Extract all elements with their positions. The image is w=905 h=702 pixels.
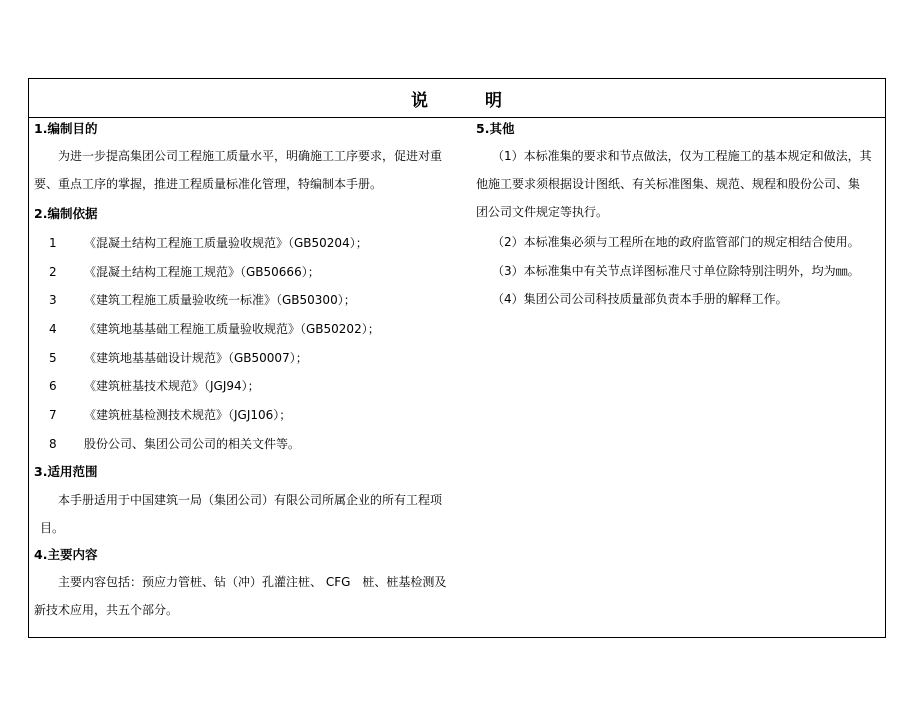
basis-item-number: 7: [49, 408, 57, 422]
section-5-p1-line-1: （1）本标准集的要求和节点做法，仅为工程施工的基本规定和做法，其: [492, 149, 872, 163]
basis-item-number: 5: [49, 351, 57, 365]
basis-item-number: 2: [49, 265, 57, 279]
section-4-line-2: 新技术应用，共五个部分。: [34, 603, 179, 617]
basis-item-text: 《建筑桩基检测技术规范》（JGJ106）；: [84, 408, 292, 422]
basis-item-text: 股份公司、集团公司公司的相关文件等。: [84, 437, 301, 451]
basis-item-number: 8: [49, 437, 57, 451]
section-2-heading: 2.编制依据: [34, 206, 98, 221]
title-row: [29, 79, 885, 118]
section-5-p4: （4）集团公司公司科技质量部负责本手册的解释工作。: [492, 292, 788, 306]
basis-item-number: 3: [49, 293, 57, 307]
section-5-heading: 5.其他: [476, 121, 515, 136]
basis-item-number: 1: [49, 236, 57, 250]
basis-item-text: 《建筑地基基础工程施工质量验收规范》（GB50202）；: [84, 322, 380, 336]
section-5-p1-line-3: 团公司文件规定等执行。: [476, 205, 609, 219]
title-char-2: 明: [485, 91, 503, 111]
basis-item-text: 《混凝土结构工程施工质量验收规范》（GB50204）；: [84, 236, 368, 250]
section-4-heading: 4.主要内容: [34, 547, 98, 562]
section-1-line-1: 为进一步提高集团公司工程施工质量水平，明确施工工序要求，促进对重: [58, 149, 443, 163]
section-5-p1-line-2: 他施工要求须根据设计图纸、有关标准图集、规范、规程和股份公司、集: [476, 177, 861, 191]
section-1-line-2: 要、重点工序的掌握，推进工程质量标准化管理，特编制本手册。: [34, 177, 383, 191]
title-char-1: 说: [411, 91, 429, 111]
section-4-line-1: 主要内容包括：预应力管桩、钻（冲）孔灌注桩、 CFG 桩、桩基检测及: [58, 575, 447, 589]
section-5-p2: （2）本标准集必须与工程所在地的政府监管部门的规定相结合使用。: [492, 235, 860, 249]
section-5-p3: （3）本标准集中有关节点详图标准尺寸单位除特别注明外，均为㎜。: [492, 264, 860, 278]
basis-item-number: 4: [49, 322, 57, 336]
basis-item-text: 《混凝土结构工程施工规范》（GB50666）；: [84, 265, 320, 279]
section-3-line-1: 本手册适用于中国建筑一局（集团公司）有限公司所属企业的所有工程项: [58, 493, 443, 507]
basis-item-text: 《建筑工程施工质量验收统一标准》（GB50300）；: [84, 293, 356, 307]
basis-item-text: 《建筑地基基础设计规范》（GB50007）；: [84, 351, 308, 365]
section-3-line-2: 目。: [40, 521, 65, 535]
basis-item-number: 6: [49, 379, 57, 393]
basis-item-text: 《建筑桩基技术规范》（JGJ94）；: [84, 379, 260, 393]
section-1-heading: 1.编制目的: [34, 121, 98, 136]
page-title: [29, 86, 885, 111]
section-3-heading: 3.适用范围: [34, 464, 98, 479]
